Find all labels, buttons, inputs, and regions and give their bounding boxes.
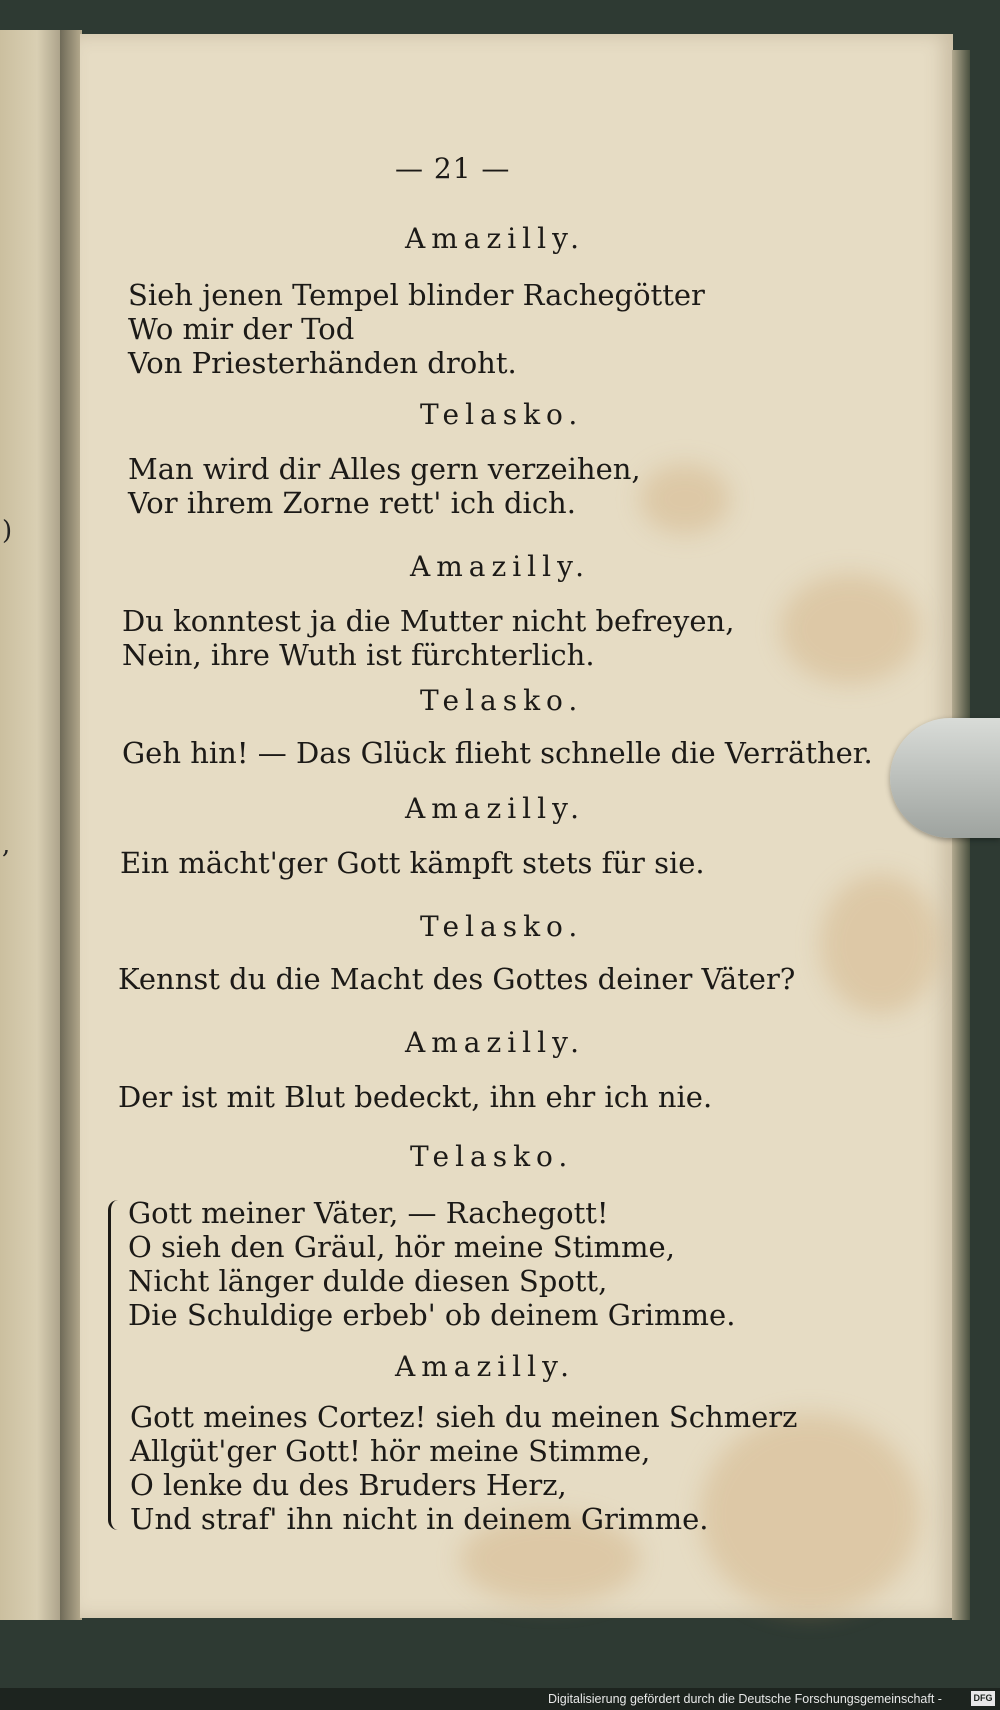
digitization-footer [0, 1688, 1000, 1710]
verse-line: Gott meiner Väter, — Rachegott! [128, 1196, 609, 1230]
verse-line: Vor ihrem Zorne rett' ich dich. [128, 486, 576, 520]
speaker-label: Amazilly. [405, 792, 586, 825]
verse-line: Allgüt'ger Gott! hör meine Stimme, [130, 1434, 651, 1468]
speaker-label: Telasko. [420, 398, 584, 431]
verse-line: Von Priesterhänden droht. [128, 346, 517, 380]
speaker-label: Telasko. [420, 684, 584, 717]
verse-line: Nicht länger dulde diesen Spott, [128, 1264, 608, 1298]
verse-line: Der ist mit Blut bedeckt, ihn ehr ich nie. [118, 1080, 713, 1114]
verse-line: Gott meines Cortez! sieh du meinen Schmerz [130, 1400, 798, 1434]
speaker-label: Telasko. [420, 910, 584, 943]
speaker-label: Amazilly. [410, 550, 591, 583]
verse-line: Nein, ihre Wuth ist fürchterlich. [122, 638, 595, 672]
page-number: — 21 — [395, 152, 511, 185]
verse-line: Geh hin! — Das Glück flieht schnelle die Verräther. [122, 736, 873, 770]
dfg-logo[interactable]: DFG [971, 1691, 995, 1706]
verse-line: O sieh den Gräul, hör meine Stimme, [128, 1230, 675, 1264]
verse-line: Sieh jenen Tempel blinder Rachegötter [128, 278, 705, 312]
speaker-label: Amazilly. [405, 1026, 586, 1059]
speaker-label: Amazilly. [405, 222, 586, 255]
page-clip [890, 718, 1000, 838]
previous-page-edge: ) , [0, 30, 62, 1620]
speaker-label: Amazilly. [395, 1350, 576, 1383]
verse-line: Und straf' ihn nicht in deinem Grimme. [130, 1502, 709, 1536]
book-gutter [60, 30, 82, 1620]
verse-line: Kennst du die Macht des Gottes deiner Väter? [118, 962, 796, 996]
verse-bracket [108, 1200, 125, 1530]
verse-line: Die Schuldige erbeb' ob deinem Grimme. [128, 1298, 736, 1332]
footer-credit: Digitalisierung gefördert durch die Deutsche Forschungsgemeinschaft - [548, 1692, 942, 1706]
verse-line: Wo mir der Tod [128, 312, 355, 346]
verse-line: Ein mächt'ger Gott kämpft stets für sie. [120, 846, 705, 880]
speaker-label: Telasko. [410, 1140, 574, 1173]
verse-line: Man wird dir Alles gern verzeihen, [128, 452, 641, 486]
verse-line: O lenke du des Bruders Herz, [130, 1468, 567, 1502]
verse-line: Du konntest ja die Mutter nicht befreyen, [122, 604, 735, 638]
